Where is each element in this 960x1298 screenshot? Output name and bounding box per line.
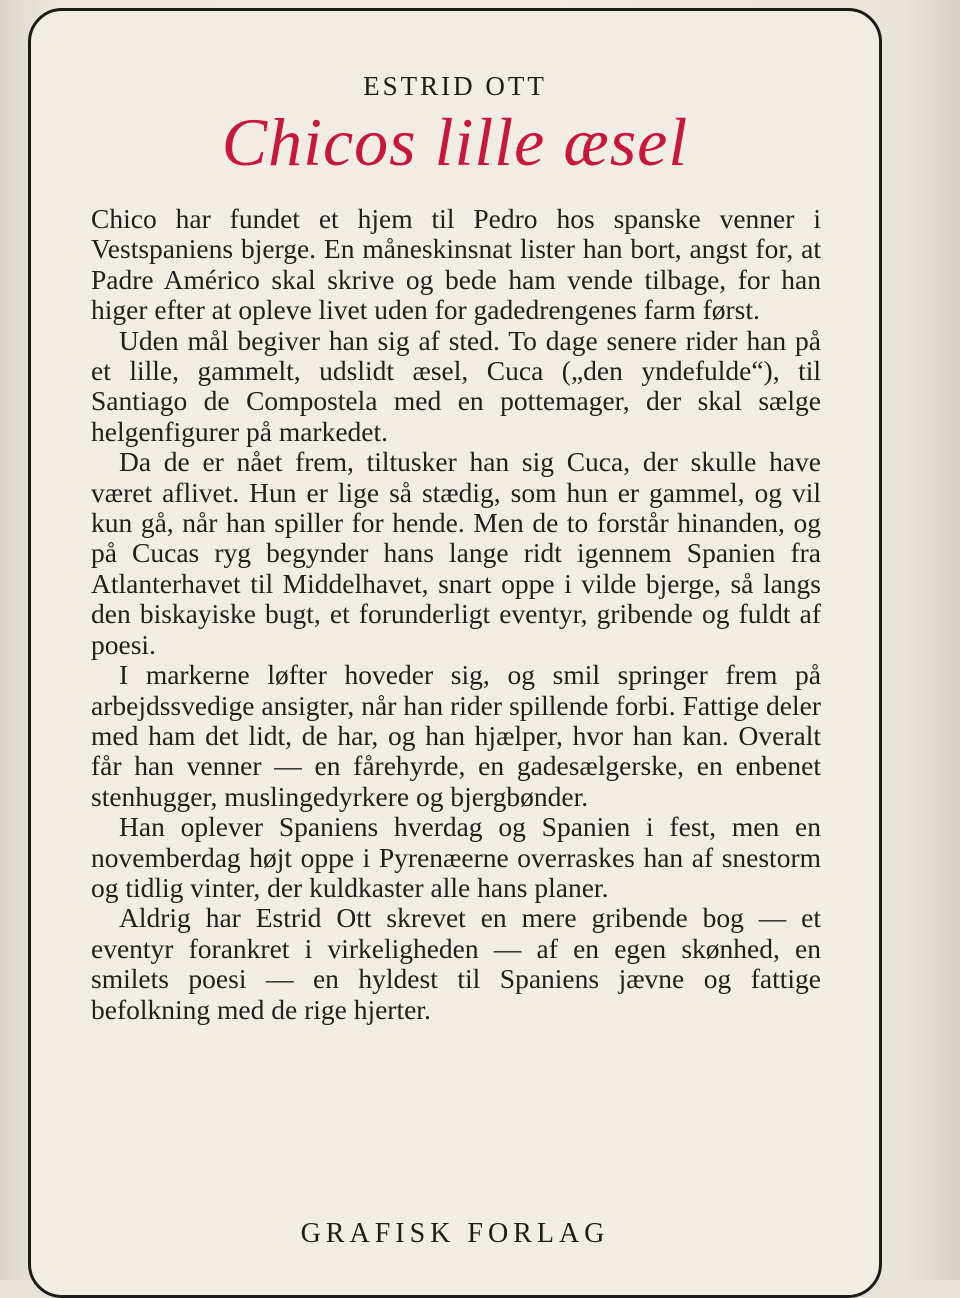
book-title: Chicos lille æsel — [221, 104, 689, 180]
blurb-text — [91, 204, 821, 1025]
back-cover-panel — [28, 8, 882, 1298]
blurb-paragraph: Aldrig har Estrid Ott skrevet en mere gribende bog — et eventyr forankret i virkeligheden — af en egen skønhed, en smilets poesi — en hyldest til Spaniens jævne og fattige befolkning med de rige hjerter. — [91, 902, 821, 1025]
author-name: ESTRID OTT — [363, 71, 547, 101]
blurb-paragraph: Chico har fundet et hjem til Pedro hos spanske venner i Vestspaniens bjerge. En måneskinsnat lister han bort, angst for, at Padre Américo skal skrive og bede ham vende tilbage, for han higer efter at opleve livet uden for gadedrengenes farm først. — [91, 203, 821, 326]
blurb-paragraph: I markerne løfter hoveder sig, og smil springer frem på arbejdssvedige ansigter, når han rider spillende forbi. Fattige deler med ham det lidt, de har, og han hjælper, hvor han kan. Overalt får han venner — en fårehyrde, en gadesælgerske, en enbenet stenhugger, muslingedyrkere og bjergbønder. — [91, 659, 821, 812]
blurb-paragraph: Han oplever Spaniens hverdag og Spanien i fest, men en novemberdag højt oppe i Pyrenæerne overraskes han af snestorm og tidlig vinter, der kuldkaster alle hans planer. — [91, 811, 821, 903]
publisher-name: GRAFISK FORLAG — [300, 1218, 610, 1249]
blurb-paragraph: Uden mål begiver han sig af sted. To dage senere rider han på et lille, gammelt, udslidt æsel, Cuca („den yndefulde“), til Santiago de Compostela med en pottemager, der skal sælge helgenfigurer på markedet. — [91, 324, 821, 447]
blurb-paragraph: Da de er nået frem, tiltusker han sig Cuca, der skulle have været aflivet. Hun er lige så stædig, som hun er gammel, og vil kun gå, når han spiller for hende. Men de to forstår hinanden, og på Cucas ryg begynder hans lange ridt igennem Spanien fra Atlanterhavet til Middelhavet, snart oppe i vilde bjerge, så langs den biskayiske bugt, et forunderligt eventyr, gribende og fuldt af poesi. — [91, 446, 821, 660]
